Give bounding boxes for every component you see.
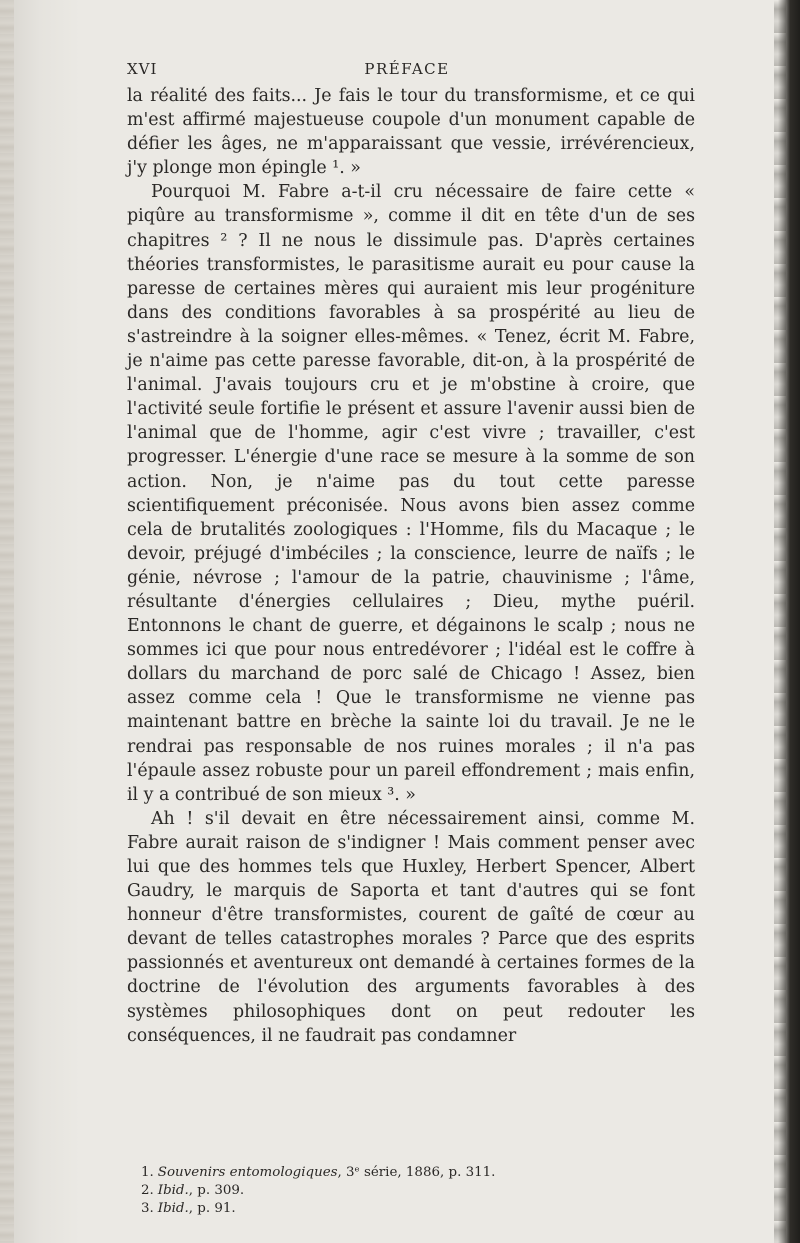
footnotes — [127, 1164, 695, 1218]
footnote-title: Souvenirs entomologiques — [157, 1165, 338, 1180]
footnote-number: 1. — [141, 1165, 154, 1180]
footnote-reference: , p. 91. — [188, 1201, 236, 1216]
footnote-title: Ibid. — [157, 1183, 189, 1198]
footnote-1 — [127, 1164, 695, 1182]
footnote-reference: , p. 309. — [188, 1183, 245, 1198]
page-number: XVI — [127, 60, 158, 78]
page-left-edge — [0, 0, 14, 1243]
paragraph-2: Pourquoi M. Fabre a-t-il cru nécessaire de faire cette « piqûre au transformisme », comme il dit en tête d'un de ses chapitres ² ? Il ne nous le dissimule pas. D'après certaines théories transformistes, le parasitisme aurait eu pour cause la paresse de certaines mères qui auraient mis leur progéniture dans des conditions favorables à sa prospérité au lieu de s'astreindre à la soigner elles-mêmes. « Tenez, écrit M. Fabre, je n'aime pas cette paresse favorable, dit-on, à la prospérité de l'animal. J'avais toujours cru et je m'obstine à croire, que l'activité seule fortifie le présent et assure l'avenir aussi bien de l'animal que de l'homme, agir c'est vivre ; travailler, c'est progresser. L'énergie d'une race se mesure à la somme de son action. Non, je n'aime pas du tout cette paresse scientifiquement préconisée. Nous avons bien assez comme cela de brutalités zoologiques : l'Homme, fils du Macaque ; le devoir, préjugé d'imbéciles ; la conscience, leurre de naïfs ; le génie, névrose ; l'amour de la patrie, chauvinisme ; l'âme, résultante d'énergies cellulaires ; Dieu, mythe puéril. Entonnons le chant de guerre, et dégainons le scalp ; nous ne sommes ici que pour nous entredévorer ; l'idéal est le coffre à dollars du marchand de porc salé de Chicago ! Assez, bien assez comme cela ! Que le transformisme ne vienne pas maintenant battre en brèche la sainte loi du travail. Je ne le rendrai pas responsable de nos ruines morales ; il n'a pas l'épaule assez robuste pour un pareil effondrement ; mais enfin, il y a contribué de son mieux ³. » — [127, 182, 695, 805]
page-header — [127, 60, 687, 84]
footnote-number: 3. — [141, 1201, 154, 1216]
footnote-3 — [127, 1200, 695, 1218]
paragraph-1: la réalité des faits... Je fais le tour du transformisme, et ce qui m'est affirmé majestueuse coupole d'un monument capable de défier les âges, ne m'apparaissant que vessie, irrévérencieux, j'y plonge mon épingle ¹. » — [127, 86, 695, 179]
footnote-number: 2. — [141, 1183, 154, 1198]
footnote-title: Ibid. — [157, 1201, 189, 1216]
running-title: PRÉFACE — [364, 60, 450, 78]
main-text — [127, 84, 695, 1048]
footnote-reference: , 3ᵉ série, 1886, p. 311. — [337, 1165, 496, 1180]
paragraph-3: Ah ! s'il devait en être nécessairement ainsi, comme M. Fabre aurait raison de s'indigner ! Mais comment penser avec lui que des hommes tels que Huxley, Herbert Spencer, Albert Gaudry, le marquis de Saporta et tant d'autres qui se font honneur d'être transformistes, courent de gaîté de cœur au devant de telles catastrophes morales ? Parce que des esprits passionnés et aventureux ont demandé à certaines formes de la doctrine de l'évolution des arguments favorables à des systèmes philosophiques dont on peut redouter les conséquences, il ne faudrait pas condamner — [127, 808, 695, 1046]
page-binding-shadow — [774, 0, 786, 1243]
footnote-2 — [127, 1182, 695, 1200]
